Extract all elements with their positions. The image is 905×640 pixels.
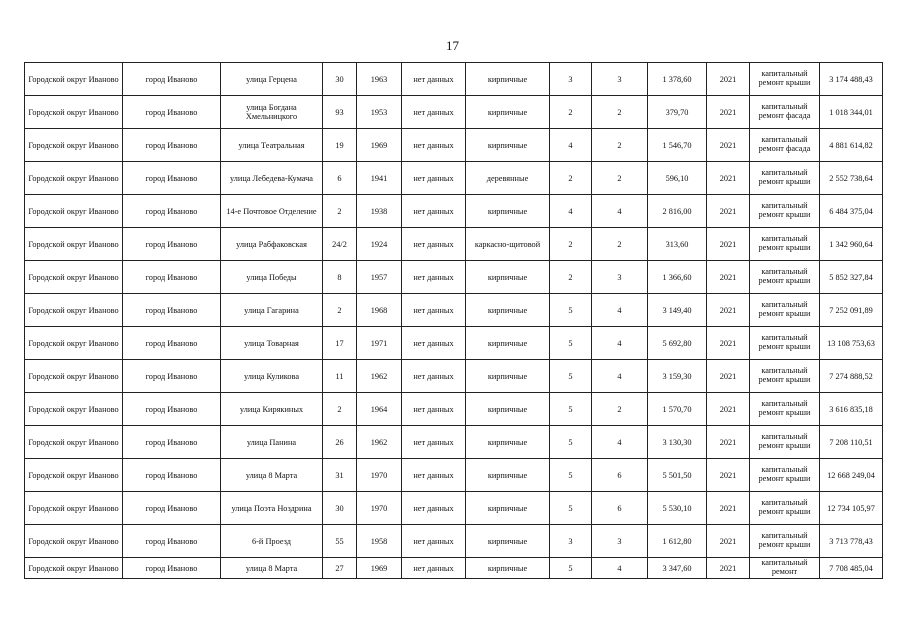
house-number-cell: 26 — [323, 426, 357, 459]
wall-material-cell: кирпичные — [466, 492, 550, 525]
settlement-cell: город Иваново — [123, 426, 221, 459]
floors-cell: 5 — [550, 360, 592, 393]
floors-cell: 4 — [550, 195, 592, 228]
table-row — [25, 426, 883, 459]
work-type-cell: капитальный ремонт крыши — [750, 426, 820, 459]
renovation-year-cell: нет данных — [402, 162, 466, 195]
renovation-year-cell: нет данных — [402, 228, 466, 261]
table-row — [25, 360, 883, 393]
area-cell: 5 692,80 — [648, 327, 707, 360]
area-cell: 596,10 — [648, 162, 707, 195]
plan-year-cell: 2021 — [707, 525, 750, 558]
entrances-cell: 2 — [592, 228, 648, 261]
plan-year-cell: 2021 — [707, 228, 750, 261]
municipality-cell: Городской округ Иваново — [25, 426, 123, 459]
year-built-cell: 1969 — [357, 558, 402, 579]
wall-material-cell: кирпичные — [466, 129, 550, 162]
entrances-cell: 3 — [592, 63, 648, 96]
work-type-cell: капитальный ремонт фасада — [750, 96, 820, 129]
wall-material-cell: кирпичные — [466, 327, 550, 360]
work-type-cell: капитальный ремонт крыши — [750, 525, 820, 558]
street-cell: улица Панина — [221, 426, 323, 459]
house-number-cell: 6 — [323, 162, 357, 195]
renovation-year-cell: нет данных — [402, 129, 466, 162]
house-number-cell: 17 — [323, 327, 357, 360]
area-cell: 1 378,60 — [648, 63, 707, 96]
street-cell: 6-й Проезд — [221, 525, 323, 558]
floors-cell: 3 — [550, 525, 592, 558]
table-row — [25, 558, 883, 579]
renovation-year-cell: нет данных — [402, 525, 466, 558]
year-built-cell: 1969 — [357, 129, 402, 162]
wall-material-cell: деревянные — [466, 162, 550, 195]
work-type-cell: капитальный ремонт крыши — [750, 261, 820, 294]
entrances-cell: 4 — [592, 327, 648, 360]
floors-cell: 2 — [550, 96, 592, 129]
area-cell: 2 816,00 — [648, 195, 707, 228]
year-built-cell: 1970 — [357, 492, 402, 525]
plan-year-cell: 2021 — [707, 393, 750, 426]
area-cell: 5 501,50 — [648, 459, 707, 492]
plan-year-cell: 2021 — [707, 327, 750, 360]
page-number: 17 — [446, 38, 459, 53]
area-cell: 1 546,70 — [648, 129, 707, 162]
street-cell: улица Кирякиных — [221, 393, 323, 426]
plan-year-cell: 2021 — [707, 558, 750, 579]
table-row — [25, 459, 883, 492]
entrances-cell: 2 — [592, 162, 648, 195]
renovation-year-cell: нет данных — [402, 327, 466, 360]
municipality-cell: Городской округ Иваново — [25, 96, 123, 129]
street-cell: улица Богдана Хмельницкого — [221, 96, 323, 129]
cost-cell: 2 552 738,64 — [820, 162, 883, 195]
renovation-year-cell: нет данных — [402, 459, 466, 492]
municipality-cell: Городской округ Иваново — [25, 162, 123, 195]
year-built-cell: 1968 — [357, 294, 402, 327]
floors-cell: 5 — [550, 393, 592, 426]
table-row — [25, 162, 883, 195]
renovation-year-cell: нет данных — [402, 96, 466, 129]
municipality-cell: Городской округ Иваново — [25, 525, 123, 558]
work-type-cell: капитальный ремонт крыши — [750, 195, 820, 228]
settlement-cell: город Иваново — [123, 360, 221, 393]
area-cell: 3 130,30 — [648, 426, 707, 459]
table-row — [25, 63, 883, 96]
municipality-cell: Городской округ Иваново — [25, 294, 123, 327]
municipality-cell: Городской округ Иваново — [25, 492, 123, 525]
cost-cell: 1 342 960,64 — [820, 228, 883, 261]
street-cell: 14-е Почтовое Отделение — [221, 195, 323, 228]
plan-year-cell: 2021 — [707, 360, 750, 393]
wall-material-cell: кирпичные — [466, 393, 550, 426]
settlement-cell: город Иваново — [123, 129, 221, 162]
year-built-cell: 1924 — [357, 228, 402, 261]
municipality-cell: Городской округ Иваново — [25, 393, 123, 426]
plan-year-cell: 2021 — [707, 96, 750, 129]
renovation-year-cell: нет данных — [402, 393, 466, 426]
floors-cell: 2 — [550, 228, 592, 261]
municipality-cell: Городской округ Иваново — [25, 327, 123, 360]
entrances-cell: 2 — [592, 393, 648, 426]
work-type-cell: капитальный ремонт крыши — [750, 162, 820, 195]
entrances-cell: 6 — [592, 492, 648, 525]
area-cell: 1 366,60 — [648, 261, 707, 294]
area-cell: 3 149,40 — [648, 294, 707, 327]
wall-material-cell: кирпичные — [466, 558, 550, 579]
year-built-cell: 1953 — [357, 96, 402, 129]
cost-cell: 7 708 485,04 — [820, 558, 883, 579]
municipality-cell: Городской округ Иваново — [25, 459, 123, 492]
settlement-cell: город Иваново — [123, 261, 221, 294]
renovation-year-cell: нет данных — [402, 426, 466, 459]
work-type-cell: капитальный ремонт крыши — [750, 294, 820, 327]
work-type-cell: капитальный ремонт крыши — [750, 228, 820, 261]
plan-year-cell: 2021 — [707, 63, 750, 96]
area-cell: 1 612,80 — [648, 525, 707, 558]
cost-cell: 7 208 110,51 — [820, 426, 883, 459]
floors-cell: 5 — [550, 492, 592, 525]
table-row — [25, 525, 883, 558]
street-cell: улица Победы — [221, 261, 323, 294]
cost-cell: 12 668 249,04 — [820, 459, 883, 492]
entrances-cell: 4 — [592, 195, 648, 228]
floors-cell: 5 — [550, 327, 592, 360]
floors-cell: 5 — [550, 294, 592, 327]
street-cell: улица Гагарина — [221, 294, 323, 327]
cost-cell: 1 018 344,01 — [820, 96, 883, 129]
work-type-cell: капитальный ремонт — [750, 558, 820, 579]
work-type-cell: капитальный ремонт крыши — [750, 393, 820, 426]
table-row — [25, 294, 883, 327]
floors-cell: 5 — [550, 426, 592, 459]
settlement-cell: город Иваново — [123, 492, 221, 525]
municipality-cell: Городской округ Иваново — [25, 195, 123, 228]
cost-cell: 12 734 105,97 — [820, 492, 883, 525]
cost-cell: 3 713 778,43 — [820, 525, 883, 558]
wall-material-cell: кирпичные — [466, 459, 550, 492]
entrances-cell: 2 — [592, 129, 648, 162]
house-number-cell: 31 — [323, 459, 357, 492]
floors-cell: 2 — [550, 162, 592, 195]
municipality-cell: Городской округ Иваново — [25, 558, 123, 579]
cost-cell: 7 274 888,52 — [820, 360, 883, 393]
municipality-cell: Городской округ Иваново — [25, 228, 123, 261]
municipality-cell: Городской округ Иваново — [25, 129, 123, 162]
year-built-cell: 1958 — [357, 525, 402, 558]
entrances-cell: 3 — [592, 261, 648, 294]
area-cell: 3 347,60 — [648, 558, 707, 579]
housing-repair-table — [24, 62, 883, 579]
renovation-year-cell: нет данных — [402, 294, 466, 327]
wall-material-cell: каркасно-щитовой — [466, 228, 550, 261]
settlement-cell: город Иваново — [123, 393, 221, 426]
floors-cell: 4 — [550, 129, 592, 162]
renovation-year-cell: нет данных — [402, 360, 466, 393]
table-row — [25, 195, 883, 228]
street-cell: улица Лебедева-Кумача — [221, 162, 323, 195]
municipality-cell: Городской округ Иваново — [25, 261, 123, 294]
street-cell: улица Рабфаковская — [221, 228, 323, 261]
work-type-cell: капитальный ремонт крыши — [750, 492, 820, 525]
wall-material-cell: кирпичные — [466, 96, 550, 129]
table-row — [25, 129, 883, 162]
plan-year-cell: 2021 — [707, 492, 750, 525]
cost-cell: 3 174 488,43 — [820, 63, 883, 96]
settlement-cell: город Иваново — [123, 195, 221, 228]
house-number-cell: 2 — [323, 393, 357, 426]
plan-year-cell: 2021 — [707, 426, 750, 459]
table-row — [25, 492, 883, 525]
table-row — [25, 96, 883, 129]
house-number-cell: 19 — [323, 129, 357, 162]
area-cell: 3 159,30 — [648, 360, 707, 393]
cost-cell: 5 852 327,84 — [820, 261, 883, 294]
area-cell: 379,70 — [648, 96, 707, 129]
wall-material-cell: кирпичные — [466, 261, 550, 294]
house-number-cell: 24/2 — [323, 228, 357, 261]
settlement-cell: город Иваново — [123, 63, 221, 96]
year-built-cell: 1962 — [357, 360, 402, 393]
year-built-cell: 1970 — [357, 459, 402, 492]
entrances-cell: 2 — [592, 96, 648, 129]
plan-year-cell: 2021 — [707, 261, 750, 294]
cost-cell: 7 252 091,89 — [820, 294, 883, 327]
municipality-cell: Городской округ Иваново — [25, 63, 123, 96]
area-cell: 5 530,10 — [648, 492, 707, 525]
work-type-cell: капитальный ремонт крыши — [750, 360, 820, 393]
house-number-cell: 2 — [323, 195, 357, 228]
year-built-cell: 1963 — [357, 63, 402, 96]
settlement-cell: город Иваново — [123, 558, 221, 579]
year-built-cell: 1957 — [357, 261, 402, 294]
street-cell: улица 8 Марта — [221, 558, 323, 579]
cost-cell: 4 881 614,82 — [820, 129, 883, 162]
floors-cell: 2 — [550, 261, 592, 294]
work-type-cell: капитальный ремонт крыши — [750, 459, 820, 492]
year-built-cell: 1962 — [357, 426, 402, 459]
settlement-cell: город Иваново — [123, 525, 221, 558]
house-number-cell: 11 — [323, 360, 357, 393]
entrances-cell: 4 — [592, 294, 648, 327]
renovation-year-cell: нет данных — [402, 261, 466, 294]
cost-cell: 6 484 375,04 — [820, 195, 883, 228]
settlement-cell: город Иваново — [123, 327, 221, 360]
renovation-year-cell: нет данных — [402, 195, 466, 228]
cost-cell: 13 108 753,63 — [820, 327, 883, 360]
floors-cell: 3 — [550, 63, 592, 96]
wall-material-cell: кирпичные — [466, 426, 550, 459]
floors-cell: 5 — [550, 558, 592, 579]
plan-year-cell: 2021 — [707, 129, 750, 162]
renovation-year-cell: нет данных — [402, 63, 466, 96]
work-type-cell: капитальный ремонт крыши — [750, 327, 820, 360]
wall-material-cell: кирпичные — [466, 360, 550, 393]
year-built-cell: 1938 — [357, 195, 402, 228]
street-cell: улица Товарная — [221, 327, 323, 360]
year-built-cell: 1964 — [357, 393, 402, 426]
floors-cell: 5 — [550, 459, 592, 492]
plan-year-cell: 2021 — [707, 195, 750, 228]
work-type-cell: капитальный ремонт фасада — [750, 129, 820, 162]
street-cell: улица Куликова — [221, 360, 323, 393]
entrances-cell: 4 — [592, 360, 648, 393]
house-number-cell: 27 — [323, 558, 357, 579]
wall-material-cell: кирпичные — [466, 294, 550, 327]
street-cell: улица 8 Марта — [221, 459, 323, 492]
table-row — [25, 327, 883, 360]
plan-year-cell: 2021 — [707, 294, 750, 327]
area-cell: 1 570,70 — [648, 393, 707, 426]
renovation-year-cell: нет данных — [402, 558, 466, 579]
plan-year-cell: 2021 — [707, 162, 750, 195]
street-cell: улица Герцена — [221, 63, 323, 96]
house-number-cell: 8 — [323, 261, 357, 294]
municipality-cell: Городской округ Иваново — [25, 360, 123, 393]
entrances-cell: 6 — [592, 459, 648, 492]
house-number-cell: 30 — [323, 63, 357, 96]
area-cell: 313,60 — [648, 228, 707, 261]
house-number-cell: 30 — [323, 492, 357, 525]
entrances-cell: 3 — [592, 525, 648, 558]
wall-material-cell: кирпичные — [466, 525, 550, 558]
year-built-cell: 1971 — [357, 327, 402, 360]
renovation-year-cell: нет данных — [402, 492, 466, 525]
settlement-cell: город Иваново — [123, 459, 221, 492]
cost-cell: 3 616 835,18 — [820, 393, 883, 426]
street-cell: улица Театральная — [221, 129, 323, 162]
wall-material-cell: кирпичные — [466, 63, 550, 96]
table-row — [25, 228, 883, 261]
table-row — [25, 261, 883, 294]
settlement-cell: город Иваново — [123, 96, 221, 129]
work-type-cell: капитальный ремонт крыши — [750, 63, 820, 96]
entrances-cell: 4 — [592, 426, 648, 459]
house-number-cell: 55 — [323, 525, 357, 558]
street-cell: улица Поэта Ноздрина — [221, 492, 323, 525]
wall-material-cell: кирпичные — [466, 195, 550, 228]
house-number-cell: 93 — [323, 96, 357, 129]
house-number-cell: 2 — [323, 294, 357, 327]
plan-year-cell: 2021 — [707, 459, 750, 492]
settlement-cell: город Иваново — [123, 228, 221, 261]
settlement-cell: город Иваново — [123, 162, 221, 195]
entrances-cell: 4 — [592, 558, 648, 579]
settlement-cell: город Иваново — [123, 294, 221, 327]
table-row — [25, 393, 883, 426]
year-built-cell: 1941 — [357, 162, 402, 195]
